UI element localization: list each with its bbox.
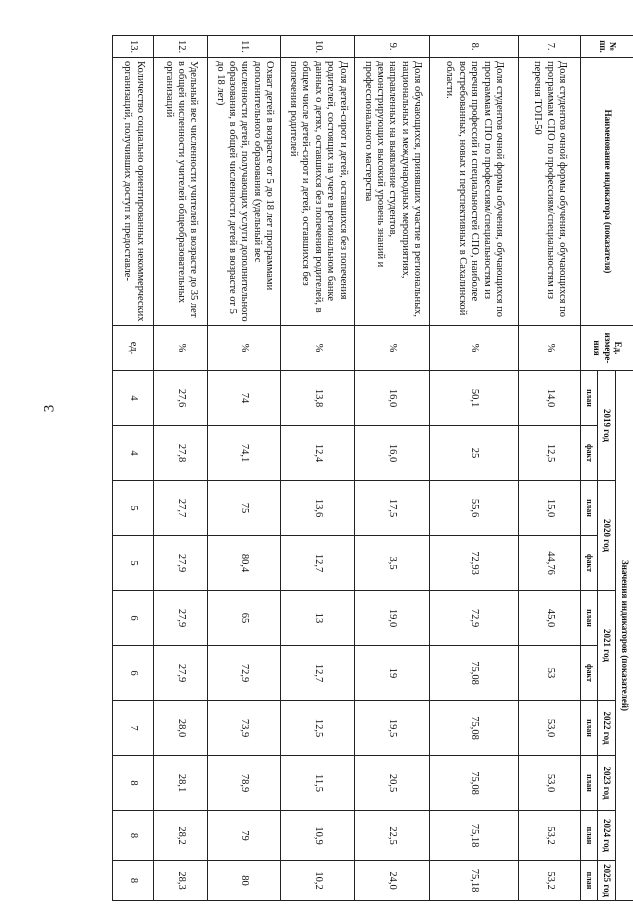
row-index: 11. bbox=[208, 36, 281, 58]
value-cell: 12,5 bbox=[519, 426, 581, 481]
header-year-2020: 2020 год bbox=[597, 481, 616, 591]
value-cell: 7 bbox=[113, 701, 154, 756]
row-unit: ед. bbox=[113, 326, 154, 371]
fact-label: факт bbox=[581, 646, 598, 701]
value-cell: 8 bbox=[113, 861, 154, 901]
row-unit: % bbox=[429, 326, 518, 371]
value-cell: 75,08 bbox=[429, 756, 518, 811]
value-cell: 50,1 bbox=[429, 371, 518, 426]
page-number: 3 bbox=[41, 404, 58, 413]
value-cell: 74,1 bbox=[208, 426, 281, 481]
value-cell: 27,9 bbox=[154, 536, 208, 591]
value-cell: 53,2 bbox=[519, 861, 581, 901]
value-cell: 8 bbox=[113, 756, 154, 811]
plan-label: план bbox=[581, 811, 598, 861]
value-cell: 4 bbox=[113, 426, 154, 481]
value-cell: 12,7 bbox=[280, 536, 355, 591]
value-cell: 19,5 bbox=[355, 701, 430, 756]
plan-label: план bbox=[581, 591, 598, 646]
value-cell: 20,5 bbox=[355, 756, 430, 811]
row-index: 12. bbox=[154, 36, 208, 58]
row-index: 9. bbox=[355, 36, 430, 58]
plan-label: план bbox=[581, 481, 598, 536]
value-cell: 75,08 bbox=[429, 701, 518, 756]
value-cell: 80,4 bbox=[208, 536, 281, 591]
row-index: 8. bbox=[429, 36, 518, 58]
row-name: Доля студентов очной формы обучения, обучающихся по программам СПО по профессиям/специальностям из перечня ТОП-50 bbox=[519, 58, 581, 326]
value-cell: 10,9 bbox=[280, 811, 355, 861]
value-cell: 53,0 bbox=[519, 756, 581, 811]
header-unit: Ед. измере-ния bbox=[581, 326, 633, 371]
value-cell: 75,08 bbox=[429, 646, 518, 701]
row-name: Удельный вес численности учителей в возрасте до 35 лет в общей численности учителей общеобразовательных организаций bbox=[154, 58, 208, 326]
header-year-2025: 2025 год bbox=[597, 861, 616, 901]
value-cell: 12,4 bbox=[280, 426, 355, 481]
value-cell: 79 bbox=[208, 811, 281, 861]
header-year-2023: 2023 год bbox=[597, 756, 616, 811]
value-cell: 72,9 bbox=[429, 591, 518, 646]
header-values: Значения индикаторов (показателей) bbox=[616, 371, 633, 901]
value-cell: 80 bbox=[208, 861, 281, 901]
value-cell: 10,2 bbox=[280, 861, 355, 901]
rotated-table-wrapper bbox=[112, 35, 633, 900]
fact-label: факт bbox=[581, 426, 598, 481]
value-cell: 16,0 bbox=[355, 371, 430, 426]
value-cell: 55,6 bbox=[429, 481, 518, 536]
value-cell: 27,9 bbox=[154, 646, 208, 701]
header-row-1 bbox=[616, 36, 633, 901]
value-cell: 8 bbox=[113, 811, 154, 861]
row-unit: % bbox=[208, 326, 281, 371]
value-cell: 14,0 bbox=[519, 371, 581, 426]
value-cell: 72,93 bbox=[429, 536, 518, 591]
value-cell: 45,0 bbox=[519, 591, 581, 646]
value-cell: 19,0 bbox=[355, 591, 430, 646]
value-cell: 78,9 bbox=[208, 756, 281, 811]
plan-label: план bbox=[581, 756, 598, 811]
value-cell: 12,7 bbox=[280, 646, 355, 701]
value-cell: 6 bbox=[113, 591, 154, 646]
value-cell: 27,7 bbox=[154, 481, 208, 536]
row-unit: % bbox=[280, 326, 355, 371]
value-cell: 75,18 bbox=[429, 811, 518, 861]
header-name: Наименование индикатора (показателя) bbox=[581, 58, 633, 326]
value-cell: 44,76 bbox=[519, 536, 581, 591]
value-cell: 27,9 bbox=[154, 591, 208, 646]
value-cell: 4 bbox=[113, 371, 154, 426]
value-cell: 27,8 bbox=[154, 426, 208, 481]
value-cell: 53 bbox=[519, 646, 581, 701]
value-cell: 24,0 bbox=[355, 861, 430, 901]
value-cell: 28,2 bbox=[154, 811, 208, 861]
table-row bbox=[519, 36, 581, 901]
value-cell: 13 bbox=[280, 591, 355, 646]
value-cell: 28,3 bbox=[154, 861, 208, 901]
indicators-table bbox=[112, 35, 633, 901]
value-cell: 19 bbox=[355, 646, 430, 701]
row-name: Количество социально ориентированных некоммерческих организаций, получивших доступ к предоставле- bbox=[113, 58, 154, 326]
value-cell: 11,5 bbox=[280, 756, 355, 811]
plan-label: план bbox=[581, 861, 598, 901]
value-cell: 28,1 bbox=[154, 756, 208, 811]
value-cell: 75 bbox=[208, 481, 281, 536]
value-cell: 17,5 bbox=[355, 481, 430, 536]
row-index: 10. bbox=[280, 36, 355, 58]
value-cell: 12,5 bbox=[280, 701, 355, 756]
value-cell: 13,8 bbox=[280, 371, 355, 426]
value-cell: 5 bbox=[113, 481, 154, 536]
value-cell: 3,5 bbox=[355, 536, 430, 591]
table-row bbox=[280, 36, 355, 901]
row-name: Охват детей в возрасте от 5 до 18 лет программами дополнительного образования (удельный вес численности детей, получающих услуги дополнительного образования, в общей численности детей в возрасте от 5 до 18 лет) bbox=[208, 58, 281, 326]
row-unit: % bbox=[519, 326, 581, 371]
header-year-2024: 2024 год bbox=[597, 811, 616, 861]
value-cell: 25 bbox=[429, 426, 518, 481]
value-cell: 74 bbox=[208, 371, 281, 426]
row-unit: % bbox=[355, 326, 430, 371]
row-name: Доля обучающихся, принявших участие в региональных, национальных и международных мероприятиях, направленных на выявление студентов, демонстрирующих высокий уровень знаний и профессионального мастерства bbox=[355, 58, 430, 326]
row-name: Доля студентов очной формы обучения, обучающихся по программам СПО по профессиям/специальностям из перечня профессий и специальностей СПО, наиболее востребованных, новых и перспективных в Сахалинской области. bbox=[429, 58, 518, 326]
value-cell: 6 bbox=[113, 646, 154, 701]
value-cell: 27,6 bbox=[154, 371, 208, 426]
table-row bbox=[429, 36, 518, 901]
value-cell: 53,2 bbox=[519, 811, 581, 861]
value-cell: 22,5 bbox=[355, 811, 430, 861]
row-index: 13. bbox=[113, 36, 154, 58]
value-cell: 16,0 bbox=[355, 426, 430, 481]
plan-label: план bbox=[581, 701, 598, 756]
value-cell: 65 bbox=[208, 591, 281, 646]
value-cell: 72,9 bbox=[208, 646, 281, 701]
value-cell: 28,0 bbox=[154, 701, 208, 756]
value-cell: 75,18 bbox=[429, 861, 518, 901]
value-cell: 53,0 bbox=[519, 701, 581, 756]
fact-label: факт bbox=[581, 536, 598, 591]
value-cell: 13,6 bbox=[280, 481, 355, 536]
header-no: № пп. bbox=[581, 36, 633, 58]
table-row bbox=[113, 36, 154, 901]
table-row bbox=[355, 36, 430, 901]
row-index: 7. bbox=[519, 36, 581, 58]
plan-label: план bbox=[581, 371, 598, 426]
value-cell: 15,0 bbox=[519, 481, 581, 536]
value-cell: 73,9 bbox=[208, 701, 281, 756]
header-year-2022: 2022 год bbox=[597, 701, 616, 756]
header-year-2021: 2021 год bbox=[597, 591, 616, 701]
table-row bbox=[208, 36, 281, 901]
row-name: Доля детей-сирот и детей, оставшихся без попечения родителей, состоящих на учете в региональном банке данных о детях, оставшихся без попечения родителей, в общем числе детей-сирот и детей, оставшихся без попечения родителей bbox=[280, 58, 355, 326]
header-year-2019: 2019 год bbox=[597, 371, 616, 481]
value-cell: 5 bbox=[113, 536, 154, 591]
table-row bbox=[154, 36, 208, 901]
row-unit: % bbox=[154, 326, 208, 371]
